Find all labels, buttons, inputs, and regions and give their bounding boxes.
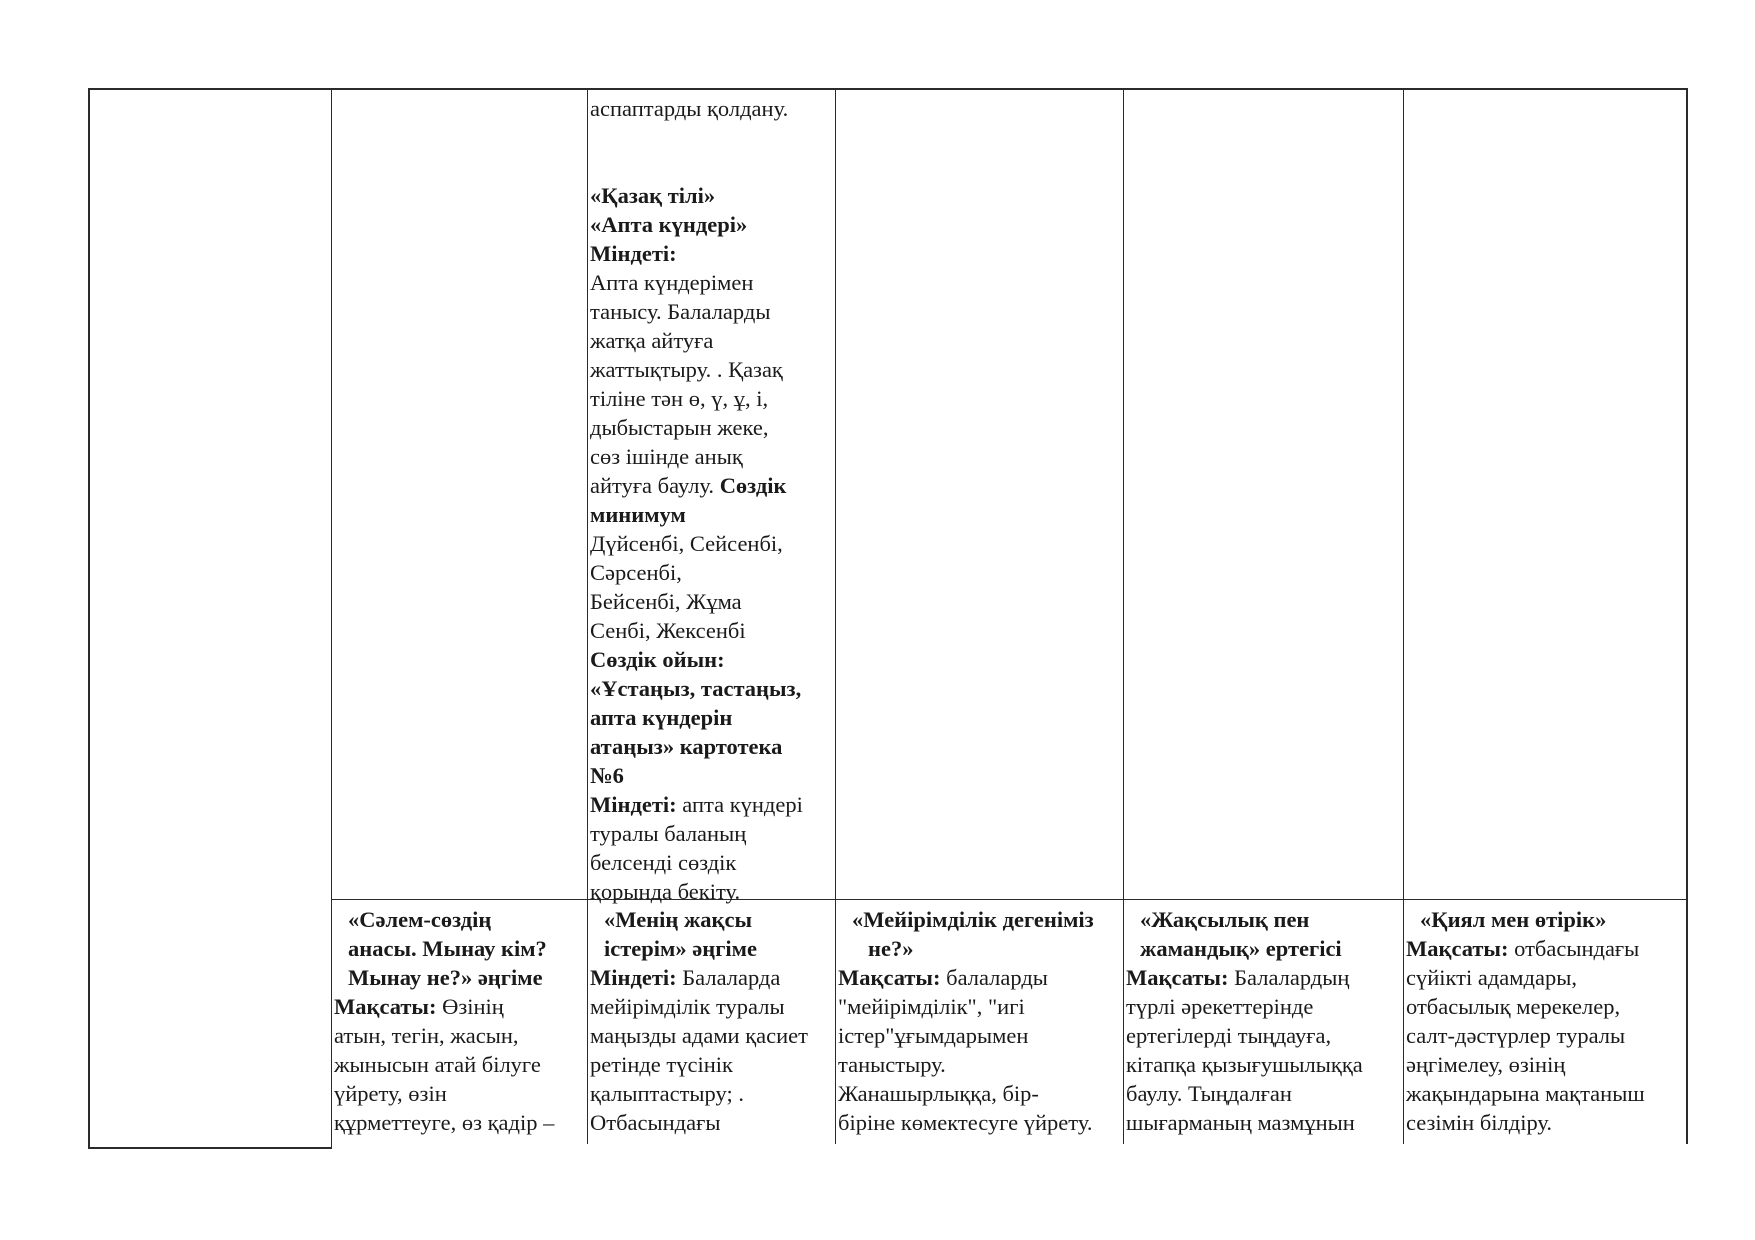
body-line: танысу. Балаларды: [590, 299, 771, 324]
vocab-label-cont: минимум: [590, 502, 686, 527]
task2-line: белсенді сөздік: [590, 850, 737, 875]
game-title-line: №6: [590, 763, 624, 788]
vocab-line: Бейсенбі, Жұма: [590, 589, 742, 614]
lesson-title: «Апта күндері»: [590, 212, 748, 237]
vocab-line: Дүйсенбі, Сейсенбі,: [590, 531, 783, 556]
goal-line: Мақсаты: отбасындағы: [1406, 936, 1640, 961]
task-label: Міндеті:: [590, 241, 677, 266]
game-label: Сөздік ойын:: [590, 647, 725, 672]
topic-title-line: «Жақсылық пен: [1140, 907, 1310, 932]
body-tail: айтуға баулу.: [590, 473, 715, 498]
topic-title-line: жамандық» ертегісі: [1140, 936, 1342, 961]
table-right-border: [1686, 88, 1688, 1144]
top-row-col3-cell: [590, 94, 803, 906]
goal-line: әңгімелеу, өзінің: [1406, 1052, 1566, 1077]
goal-line: салт-дәстүрлер туралы: [1406, 1023, 1626, 1048]
vocab-line: Сенбі, Жексенбі: [590, 618, 746, 643]
table-left-border: [88, 88, 90, 1149]
topic-title-line: «Сәлем-сөздің: [348, 907, 492, 932]
goal-line: отбасылық мерекелер,: [1406, 994, 1621, 1019]
game-title-line: атаңыз» картотека: [590, 734, 783, 759]
goal-label: Міндеті:: [590, 965, 677, 990]
goal-line: біріне көмектесуге үйрету.: [838, 1110, 1093, 1135]
body-line: жатқа айтуға: [590, 328, 714, 353]
topic-title-line: не?»: [868, 936, 914, 961]
task2-line: [590, 790, 803, 819]
goal-line: шығарманың мазмұнын: [1126, 1110, 1355, 1135]
col-divider-5: [1403, 88, 1404, 1144]
topic-title-line: Мынау не?» әңгіме: [348, 965, 543, 990]
game-title-line: апта күндерін: [590, 705, 733, 730]
bottom-row-col6-cell: [1406, 905, 1645, 1137]
col1-bottom-border: [88, 1147, 332, 1149]
col-divider-4: [1123, 88, 1124, 1144]
goal-line: Мақсаты: балаларды: [838, 965, 1048, 990]
goal-line: түрлі әрекеттерінде: [1126, 994, 1314, 1019]
body-line: жаттықтыру. . Қазақ: [590, 357, 783, 382]
goal-line: маңызды адами қасиет: [590, 1023, 808, 1048]
vocab-label: Сөздік: [719, 473, 787, 498]
topic-title-line: «Қиял мен өтірік»: [1420, 907, 1607, 932]
body-line: Апта күндерімен: [590, 270, 754, 295]
col-divider-3: [835, 88, 836, 1144]
goal-line: Міндеті: Балаларда: [590, 965, 781, 990]
goal-line: кітапқа қызығушылыққа: [1126, 1052, 1363, 1077]
col-divider-1: [331, 88, 332, 1149]
goal-line: Отбасындағы: [590, 1110, 721, 1135]
goal-line: сезімін білдіру.: [1406, 1110, 1553, 1135]
goal-line: таныстыру.: [838, 1052, 946, 1077]
goal-line: "мейірімділік", "игі: [838, 994, 1025, 1019]
goal-line: баулу. Тыңдалған: [1126, 1081, 1292, 1106]
table-top-border: [88, 88, 1688, 90]
row-divider: [331, 899, 1688, 900]
body-line: тіліне тән ө, ү, ұ, і,: [590, 386, 769, 411]
goal-line: ертегілерді тыңдауға,: [1126, 1023, 1332, 1048]
goal-line: жақындарына мақтаныш: [1406, 1081, 1645, 1106]
task2-first: апта күндері: [682, 792, 803, 817]
vocab-line: Сәрсенбі,: [590, 560, 682, 585]
bottom-row-col3-cell: [590, 905, 808, 1137]
lead-text: аспаптарды қолдану.: [590, 96, 789, 121]
task2-line: қорында бекіту.: [590, 879, 741, 904]
goal-line: үйрету, өзін: [334, 1081, 447, 1106]
bottom-row-col5-cell: [1126, 905, 1363, 1137]
goal-line: Жанашырлыққа, бір-: [838, 1081, 1039, 1106]
goal-line: атын, тегін, жасын,: [334, 1023, 519, 1048]
game-title-line: «Ұстаңыз, тастаңыз,: [590, 676, 802, 701]
goal-label: Мақсаты:: [1126, 965, 1229, 990]
body-line: дыбыстарын жеке,: [590, 415, 769, 440]
bottom-row-col4-cell: [838, 905, 1094, 1137]
topic-title-line: «Мейірімділік дегеніміз: [852, 907, 1094, 932]
goal-label: Мақсаты:: [1406, 936, 1509, 961]
goal-label: Мақсаты:: [838, 965, 941, 990]
topic-title-line: анасы. Мынау кім?: [348, 936, 547, 961]
goal-line: Мақсаты: Балалардың: [1126, 965, 1350, 990]
goal-line: істер"ұғымдарымен: [838, 1023, 1029, 1048]
body-line-with-label: [590, 471, 803, 500]
task2-label: Міндеті:: [590, 792, 677, 817]
goal-line: мейірімділік туралы: [590, 994, 785, 1019]
topic-title-line: «Менің жақсы: [604, 907, 753, 932]
topic-title-line: істерім» әңгіме: [604, 936, 757, 961]
goal-line: Мақсаты: Өзінің: [334, 994, 504, 1019]
goal-label: Мақсаты:: [334, 994, 437, 1019]
body-line: сөз ішінде анық: [590, 444, 743, 469]
goal-line: жынысын атай білуге: [334, 1052, 541, 1077]
goal-line: ретінде түсінік: [590, 1052, 733, 1077]
task2-line: туралы баланың: [590, 821, 747, 846]
subject-title: «Қазақ тілі»: [590, 183, 716, 208]
col-divider-2: [587, 88, 588, 1144]
bottom-row-col2-cell: [334, 905, 554, 1137]
goal-line: сүйікті адамдары,: [1406, 965, 1577, 990]
goal-line: құрметтеуге, өз қадір –: [334, 1110, 555, 1135]
goal-line: қалыптастыру; .: [590, 1081, 744, 1106]
